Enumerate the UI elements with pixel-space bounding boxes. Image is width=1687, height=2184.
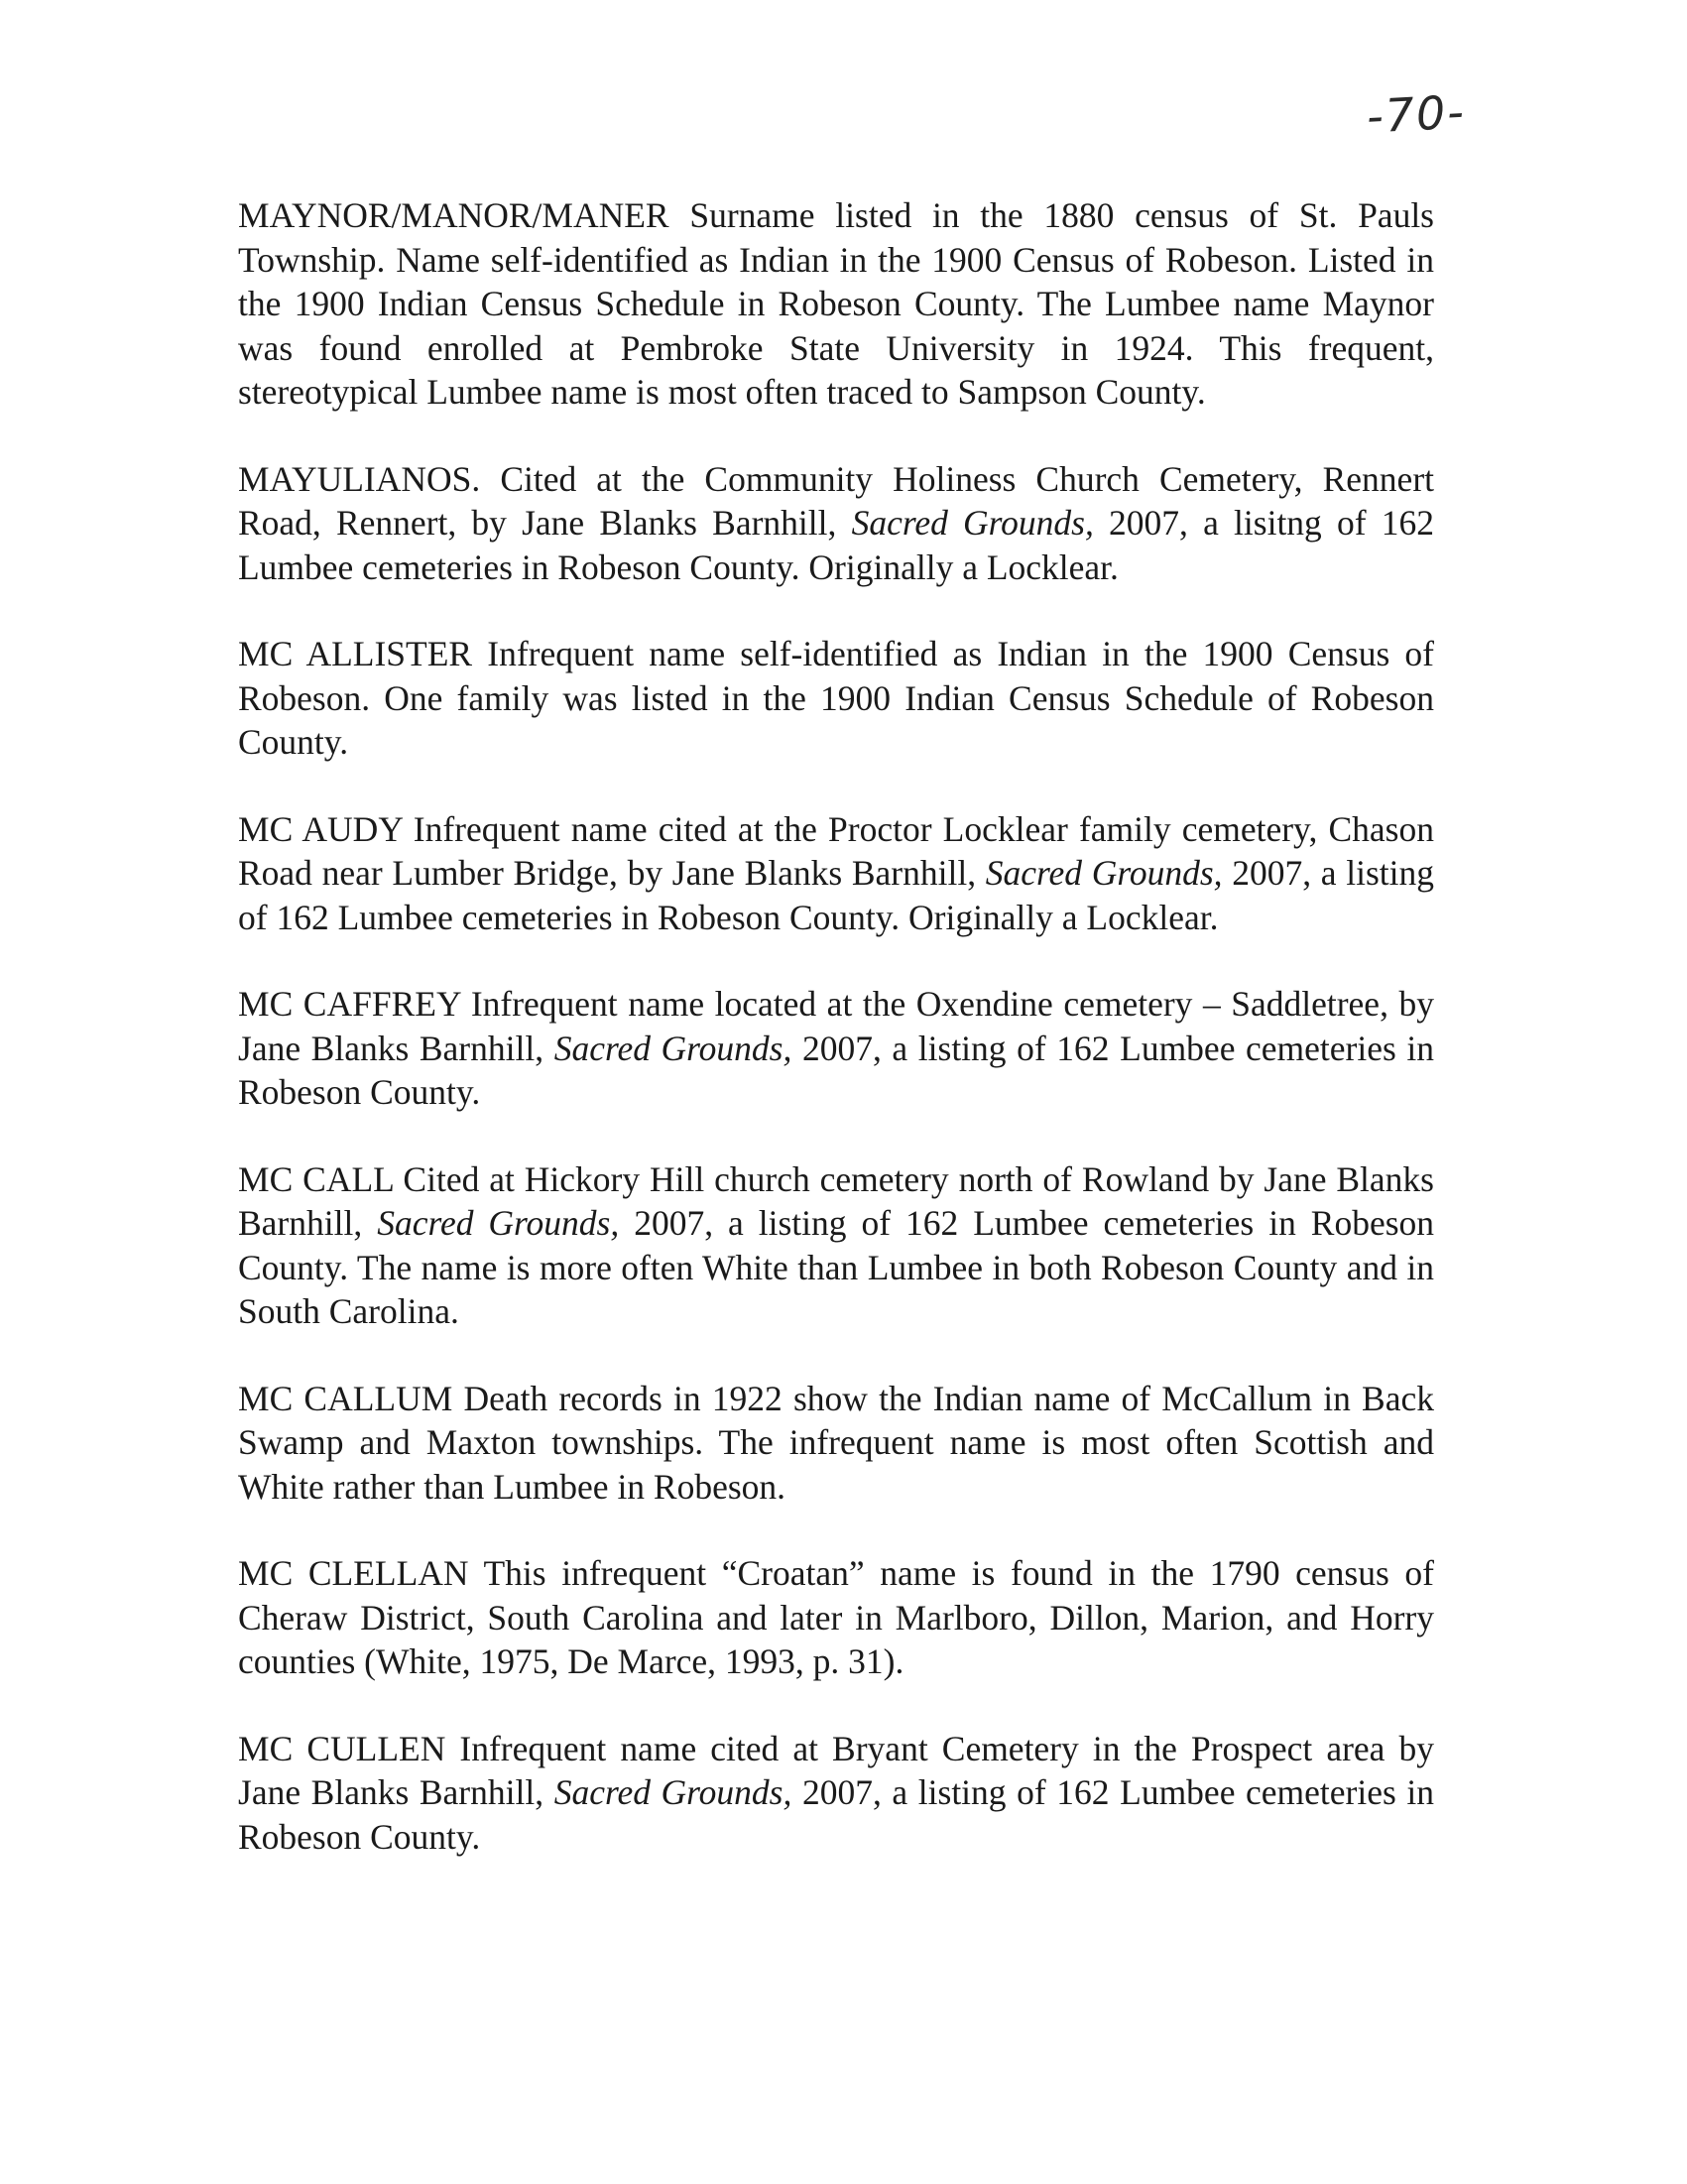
entry-mc-clellan xyxy=(238,1551,1434,1684)
entry-maynor xyxy=(238,193,1434,415)
entry-text: MC CULLEN Infrequent name cited at Bryant Cemetery in the Prospect area by Jane Blanks Barnhill, xyxy=(238,1728,1434,1812)
book-title: Sacred Grounds, xyxy=(553,1772,792,1812)
entry-mc-call xyxy=(238,1157,1434,1334)
entry-text: MC CALL Cited at Hickory Hill church cemetery north of Rowland by Jane Blanks Barnhill, xyxy=(238,1158,1434,1243)
book-title: Sacred Grounds, xyxy=(851,503,1094,543)
entry-text: MAYNOR/MANOR/MANER Surname listed in the 1880 census of St. Pauls Township. Name self-identified as Indian in the 1900 Census of Robeson. Listed in the 1900 Indian Census Schedule in Robeson County. The Lumbee name Maynor was found enrolled at Pembroke State University in 1924. This frequent, stereotypical Lumbee name is most often traced to Sampson County. xyxy=(238,195,1434,412)
entry-mc-cullen xyxy=(238,1727,1434,1860)
book-title: Sacred Grounds, xyxy=(985,853,1223,893)
document-body xyxy=(238,193,1434,1901)
book-title: Sacred Grounds, xyxy=(553,1028,792,1068)
entry-text: 2007, a listing of 162 Lumbee cemeteries in Robeson County. xyxy=(238,1772,1435,1857)
entry-mc-callum xyxy=(238,1377,1434,1510)
entry-mc-caffrey xyxy=(238,982,1434,1115)
entry-text: MAYULIANOS. Cited at the Community Holiness Church Cemetery, Rennert Road, Rennert, by Jane Blanks Barnhill, xyxy=(238,458,1434,543)
entry-text: MC CAFFREY Infrequent name located at the Oxendine cemetery – Saddletree, by Jane Blanks Barnhill, xyxy=(238,984,1434,1068)
entry-text: 2007, a listing of 162 Lumbee cemeteries in Robeson County. xyxy=(238,1028,1435,1112)
entry-text: 2007, a listing of 162 Lumbee cemeteries in Robeson County. Originally a Locklear. xyxy=(238,853,1435,937)
entry-text: 2007, a lisitng of 162 Lumbee cemeteries in Robeson County. Originally a Locklear. xyxy=(238,503,1434,587)
page-number: -70- xyxy=(1365,84,1468,144)
entry-mayulianos xyxy=(238,457,1434,590)
entry-text: MC ALLISTER Infrequent name self-identified as Indian in the 1900 Census of Robeson. One family was listed in the 1900 Indian Census Schedule of Robeson County. xyxy=(238,634,1434,762)
entry-mc-allister xyxy=(238,632,1434,765)
entry-text: 2007, a listing of 162 Lumbee cemeteries in Robeson County. The name is more often White than Lumbee in both Robeson County and in South Carolina. xyxy=(238,1203,1435,1331)
entry-mc-audy xyxy=(238,807,1434,940)
entry-text: MC CALLUM Death records in 1922 show the Indian name of McCallum in Back Swamp and Maxton townships. The infrequent name is most often Scottish and White rather than Lumbee in Robeson. xyxy=(238,1378,1434,1507)
entry-text: MC AUDY Infrequent name cited at the Proctor Locklear family cemetery, Chason Road near Lumber Bridge, by Jane Blanks Barnhill, xyxy=(238,808,1434,893)
entry-text: MC CLELLAN This infrequent “Croatan” name is found in the 1790 census of Cheraw District, South Carolina and later in Marlboro, Dillon, Marion, and Horry counties (White, 1975, De Marce, 1993, p. 31). xyxy=(238,1553,1434,1681)
book-title: Sacred Grounds, xyxy=(377,1203,620,1243)
